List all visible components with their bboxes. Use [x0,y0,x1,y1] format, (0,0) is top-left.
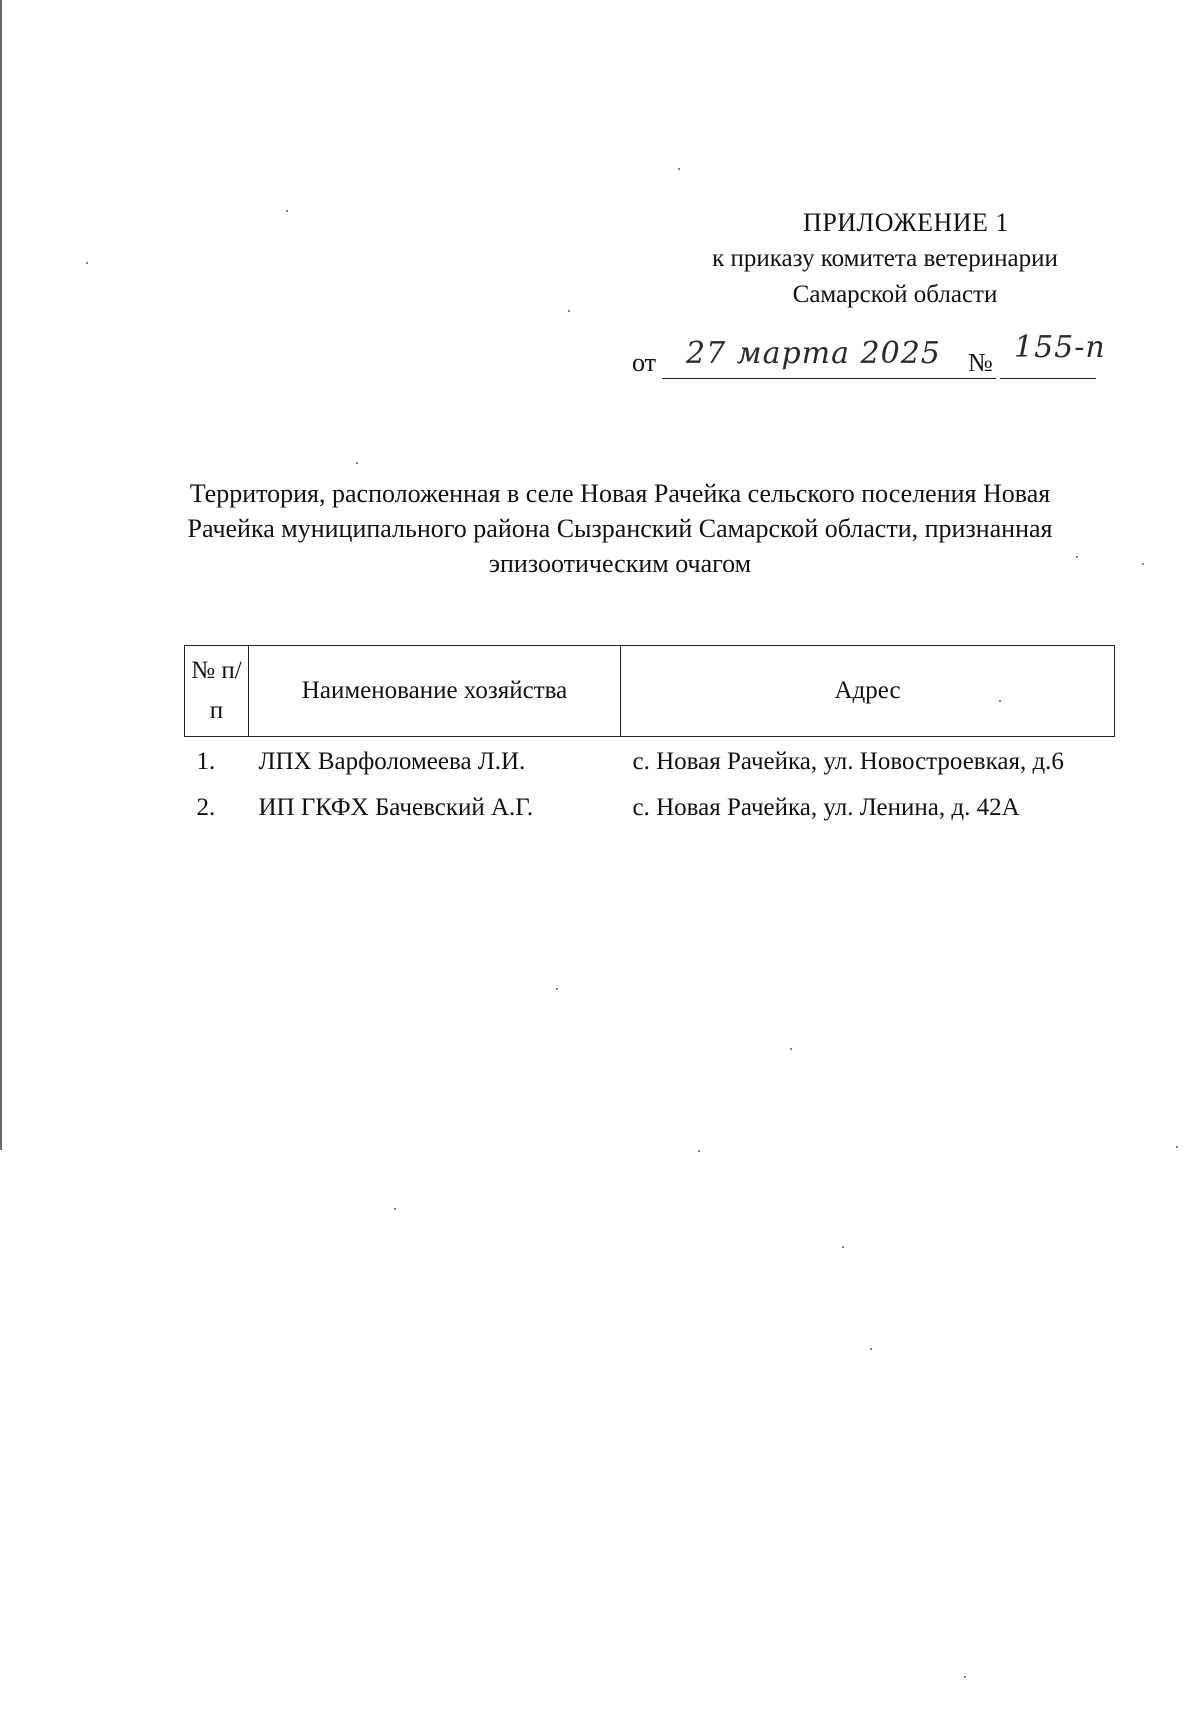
scan-speck [86,262,88,264]
appendix-heading [675,205,1095,313]
row-farm-name: ЛПХ Варфоломеева Л.И. [258,748,526,775]
date-underline [662,378,996,379]
scan-edge [0,0,2,1150]
table-row [185,737,1115,786]
scan-speck [356,462,358,464]
header-number: № п/п [185,646,249,737]
header-farm-name: Наименование хозяйства [249,646,621,737]
row-farm-name: ИП ГКФХ Бачевский А.Г. [258,794,534,821]
scan-speck [568,310,570,312]
table-row [185,785,1115,831]
row-address: с. Новая Рачейка, ул. Ленина, д. 42А [632,794,1020,821]
appendix-region: Самарской области [792,281,998,308]
farms-table [184,645,1115,831]
scan-speck [286,210,288,212]
scan-speck [556,988,558,990]
scan-speck [1176,1146,1178,1148]
scan-speck [842,1246,844,1248]
scan-speck [678,168,680,170]
handwritten-date: 27 марта 2025 [686,336,941,371]
row-number: 1. [196,748,216,775]
number-label: № [968,348,993,377]
territory-title: Территория, расположенная в селе Новая Рачейка сельского поселения Новая Рачейка муниципального района Сызранский Самарской области, признанная эпизоотическим очагом [187,479,1053,578]
appendix-title: ПРИЛОЖЕНИЕ 1 [803,208,1009,237]
scan-speck [964,1676,966,1678]
from-label: от [632,348,657,377]
scan-speck [790,1048,792,1050]
row-number: 2. [196,794,216,821]
handwritten-number: 155-п [1014,330,1106,365]
scan-speck [698,1150,700,1152]
scan-speck [870,1348,872,1350]
scan-speck [1142,563,1144,565]
number-underline [1000,378,1096,379]
scan-speck [394,1208,396,1210]
row-address: с. Новая Рачейка, ул. Новостроевкая, д.6 [632,748,1064,775]
appendix-order-reference: к приказу комитета ветеринарии [712,245,1058,272]
header-address: Адрес [621,646,1115,737]
order-date-row [632,330,1106,388]
table-header-row [185,646,1115,737]
